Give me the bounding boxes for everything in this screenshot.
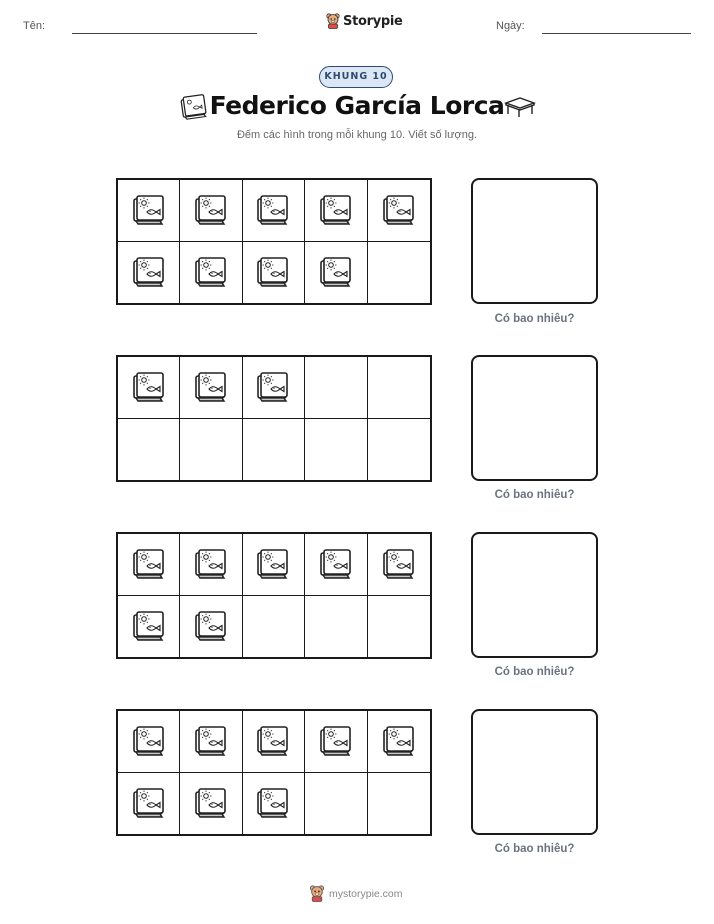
- frame-cell: [180, 534, 242, 596]
- book-icon: [191, 253, 231, 291]
- frame-cell: [368, 419, 430, 481]
- frame-cell: [118, 357, 180, 419]
- ten-frame-2: [116, 355, 432, 482]
- desk-icon: [504, 95, 536, 123]
- answer-box-4[interactable]: [471, 709, 598, 835]
- frame-cell: [305, 419, 367, 481]
- ten-frame-4: [116, 709, 432, 836]
- book-icon: [379, 722, 419, 760]
- ten-frame-1: [116, 178, 432, 305]
- brand-logo: [326, 13, 403, 29]
- frame-cell: [243, 180, 305, 242]
- answer-label-4: Có bao nhiêu?: [494, 843, 575, 855]
- book-icon: [191, 545, 231, 583]
- frame-cell: [243, 534, 305, 596]
- frame-cell: [180, 711, 242, 773]
- name-label: Tên:: [23, 20, 46, 32]
- frame-cell: [180, 773, 242, 835]
- frame-cell: [305, 596, 367, 658]
- footer-site: mystorypie.com: [329, 887, 403, 900]
- frame-cell: [368, 180, 430, 242]
- book-icon: [316, 545, 356, 583]
- frame-cell: [368, 773, 430, 835]
- frame-cell: [368, 596, 430, 658]
- bear-mascot-icon: [309, 885, 325, 902]
- frame-cell: [243, 711, 305, 773]
- book-icon: [129, 191, 169, 229]
- name-line[interactable]: [72, 33, 257, 34]
- date-line[interactable]: [542, 33, 691, 34]
- book-icon: [379, 191, 419, 229]
- frame-cell: [243, 419, 305, 481]
- brand-name: Storypie: [343, 13, 403, 29]
- book-icon: [253, 784, 293, 822]
- book-icon: [191, 607, 231, 645]
- book-icon: [253, 722, 293, 760]
- book-icon: [316, 191, 356, 229]
- bear-mascot-icon: [326, 13, 340, 29]
- frame-cell: [368, 357, 430, 419]
- frame-cell: [368, 711, 430, 773]
- footer: [309, 885, 403, 902]
- frame-cell: [118, 242, 180, 304]
- frame-cell: [180, 242, 242, 304]
- book-icon: [129, 368, 169, 406]
- frame-cell: [305, 711, 367, 773]
- frame-cell: [180, 596, 242, 658]
- book-icon: [129, 722, 169, 760]
- frame-cell: [305, 773, 367, 835]
- book-icon: [129, 253, 169, 291]
- frame-cell: [243, 773, 305, 835]
- answer-box-3[interactable]: [471, 532, 598, 658]
- book-icon: [191, 722, 231, 760]
- book-icon: [316, 253, 356, 291]
- book-icon: [129, 784, 169, 822]
- frame-cell: [180, 419, 242, 481]
- frame-cell: [118, 419, 180, 481]
- book-icon: [379, 545, 419, 583]
- frame-cell: [118, 534, 180, 596]
- page-title: Federico García Lorca: [209, 91, 505, 120]
- book-icon: [129, 545, 169, 583]
- book-icon: [253, 191, 293, 229]
- book-icon: [253, 368, 293, 406]
- book-icon: [191, 784, 231, 822]
- frame-cell: [305, 534, 367, 596]
- frame-cell: [368, 242, 430, 304]
- frame-cell: [243, 596, 305, 658]
- frame-cell: [180, 180, 242, 242]
- book-icon: [253, 545, 293, 583]
- frame-cell: [243, 242, 305, 304]
- book-icon: [191, 191, 231, 229]
- instructions: Đếm các hình trong mỗi khung 10. Viết số lượng.: [236, 129, 477, 141]
- frame-cell: [118, 180, 180, 242]
- answer-box-2[interactable]: [471, 355, 598, 481]
- frame-cell: [305, 180, 367, 242]
- date-label: Ngày:: [496, 20, 525, 32]
- frame-cell: [180, 357, 242, 419]
- ten-frame-3: [116, 532, 432, 659]
- answer-label-3: Có bao nhiêu?: [494, 666, 575, 678]
- frame-cell: [118, 773, 180, 835]
- frame-cell: [118, 711, 180, 773]
- book-icon: [191, 368, 231, 406]
- book-icon: [253, 253, 293, 291]
- book-icon: [316, 722, 356, 760]
- frame-cell: [368, 534, 430, 596]
- frame-cell: [305, 242, 367, 304]
- frame-cell: [118, 596, 180, 658]
- answer-box-1[interactable]: [471, 178, 598, 304]
- frame-cell: [305, 357, 367, 419]
- frame-cell: [243, 357, 305, 419]
- answer-label-1: Có bao nhiêu?: [494, 313, 575, 325]
- book-icon: [129, 607, 169, 645]
- worksheet-type-badge: KHUNG 10: [319, 66, 393, 88]
- answer-label-2: Có bao nhiêu?: [494, 489, 575, 501]
